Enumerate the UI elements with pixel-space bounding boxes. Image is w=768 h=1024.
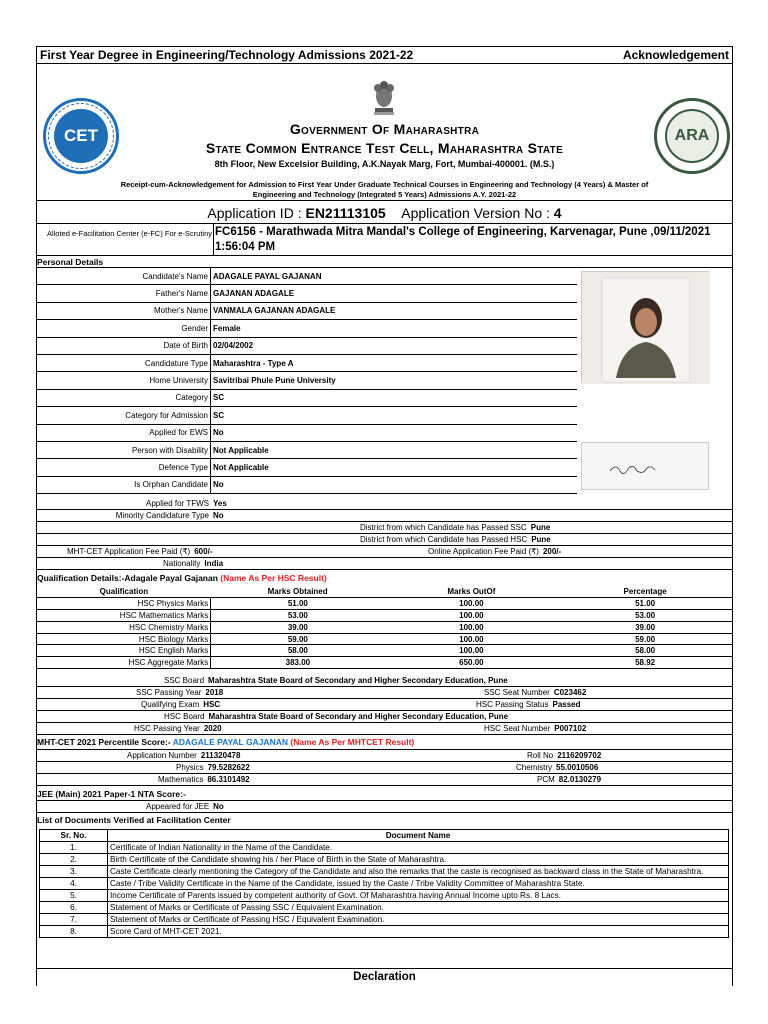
personal-details-table [37,267,577,494]
qualification-cell: 100.00 [385,610,559,622]
document-sr: 3. [40,866,108,878]
document-row [40,890,729,902]
document-name: Statement of Marks or Certificate of Passing SSC / Equivalent Examination. [108,902,729,914]
efc-row [37,224,732,256]
cet-cell-title: State Common Entrance Test Cell, Maharashtra State [205,140,564,156]
application-version: 4 [553,205,562,221]
qualification-header: Qualification [37,586,211,598]
document-sr: 1. [40,842,108,854]
document-sr: 4. [40,878,108,890]
qualification-cell: 650.00 [385,657,559,669]
documents-table [39,829,729,938]
cet-appno-row: Application Number 211320478 [127,751,241,760]
personal-detail-label: Home University [37,372,211,388]
qualification-header: Percentage [558,586,732,598]
candidate-photo [581,271,709,383]
efc-label: Alloted e-Facilitation Center (e-FC) For e-Scrutiny [46,229,212,238]
doc-sr-header: Sr. No. [40,830,108,842]
qualification-subject: HSC English Marks [37,645,211,657]
cet-math-row: Mathematics 86.3101492 [158,775,250,784]
personal-detail-label: Category [37,390,211,406]
qualification-row [37,657,732,669]
hsc-district-row: District from which Candidate has Passed HSC Pune [360,535,551,544]
qualification-row [37,610,732,622]
minority-row: Minority Candidature Type No [115,510,224,520]
qualification-subject: HSC Mathematics Marks [37,610,211,622]
documents-title: List of Documents Verified at Facilitation Center [37,815,231,825]
document-row [40,914,729,926]
qualification-row [37,621,732,633]
ssc-district-row: District from which Candidate has Passed SSC Pune [360,523,551,532]
personal-detail-value: Maharashtra - Type A [213,358,294,368]
document-name: Score Card of MHT-CET 2021. [108,926,729,938]
qualification-cell: 58.00 [211,645,385,657]
hsc-seat-row: HSC Seat Number P007102 [484,724,587,733]
document-row [40,866,729,878]
personal-detail-value: GAJANAN ADAGALE [213,289,295,299]
qualification-cell: 100.00 [385,598,559,610]
personal-detail-row [37,477,577,494]
cet-roll-row: Roll No 2116209702 [527,751,602,760]
personal-detail-row [37,268,577,285]
jee-row: Appeared for JEE No [146,802,224,811]
address: 8th Floor, New Excelsior Building, A.K.Nayak Marg, Fort, Mumbai-400001. (M.S.) [214,159,555,169]
qualification-cell: 383.00 [211,657,385,669]
qualification-cell: 100.00 [385,645,559,657]
personal-detail-row [37,390,577,407]
personal-detail-label: Candidate's Name [37,268,211,284]
cet-score-title: MHT-CET 2021 Percentile Score:- ADAGALE PAYAL GAJANAN (Name As Per MHTCET Result) [37,737,415,747]
qualification-cell: 39.00 [211,621,385,633]
personal-detail-row [37,320,577,337]
personal-detail-row [37,303,577,320]
cet-fee-row: MHT-CET Application Fee Paid (₹) 600/- [67,547,213,556]
document-sr: 8. [40,926,108,938]
personal-detail-value: 02/04/2002 [213,341,254,351]
qualifying-exam-row: Qualifying Exam HSC [141,700,221,709]
qualification-cell: 51.00 [558,598,732,610]
cet-pcm-row: PCM 82.0130279 [537,775,602,784]
qualification-subject: HSC Aggregate Marks [37,657,211,669]
document-name: Statement of Marks or Certificate of Passing HSC / Equivalent Examination. [108,914,729,926]
qualification-cell: 58.92 [558,657,732,669]
application-id-bar: Application ID : EN21113105 Application Version No : 4 [37,202,732,224]
document-name: Caste / Tribe Validity Certificate in the Name of the Candidate, issued by the Caste / Tribe Validity Committee of Maharashtra State. [108,878,729,890]
document-top-strip [36,46,733,64]
personal-detail-label: Gender [37,320,211,336]
personal-detail-label: Date of Birth [37,338,211,354]
personal-detail-label: Mother's Name [37,303,211,319]
qualification-cell: 53.00 [558,610,732,622]
document-sr: 5. [40,890,108,902]
application-id: EN21113105 [305,205,386,221]
personal-detail-label: Father's Name [37,285,211,301]
state-emblem-icon [369,78,399,116]
personal-detail-label: Candidature Type [37,355,211,371]
tfws-row: Applied for TFWS Yes [146,498,227,508]
qualification-header: Marks Obtained [211,586,385,598]
receipt-note: Receipt-cum-Acknowledgement for Admission to First Year Under Graduate Technical Courses in Engineering and Technology (4 Years) & Master of Engineering and Technology (Integrated 5 Years) Admissions A.Y. 2021-22 [120,180,649,199]
qualification-title: Qualification Details:-Adagale Payal Gajanan (Name As Per HSC Result) [37,573,327,583]
declaration-title: Declaration [37,968,732,983]
personal-details-title: Personal Details [37,257,104,267]
document-sr: 6. [40,902,108,914]
hsc-status-row: HSC Passing Status Passed [476,700,581,709]
efc-value: FC6156 - Marathwada Mitra Mandal's College of Engineering, Karvenagar, Pune ,09/11/2021 1:56:04 PM [215,226,711,253]
personal-detail-value: Female [213,323,241,333]
personal-detail-row [37,285,577,302]
hsc-board-row: HSC Board Maharashtra State Board of Secondary and Higher Secondary Education, Pune [164,712,509,721]
qualification-header: Marks OutOf [385,586,559,598]
document-sr: 2. [40,854,108,866]
document-row [40,902,729,914]
personal-detail-label: Is Orphan Candidate [37,477,211,493]
qualification-row [37,645,732,657]
cet-chemistry-row: Chemistry 55.0010506 [516,763,599,772]
personal-detail-label: Person with Disability [37,442,211,458]
jee-title: JEE (Main) 2021 Paper-1 NTA Score:- [37,789,186,799]
personal-detail-row [37,407,577,424]
qualification-cell: 59.00 [211,633,385,645]
personal-detail-value: VANMALA GAJANAN ADAGALE [213,306,336,316]
personal-detail-value: SC [213,393,225,403]
personal-detail-value: ADAGALE PAYAL GAJANAN [213,271,322,281]
candidate-signature [581,442,709,490]
personal-detail-row [37,338,577,355]
doc-name-header: Document Name [108,830,729,842]
personal-detail-label: Applied for EWS [37,425,211,441]
document-row [40,842,729,854]
online-fee-row: Online Application Fee Paid (₹) 200/- [428,547,562,556]
personal-detail-row [37,442,577,459]
qualification-cell: 51.00 [211,598,385,610]
document-sr: 7. [40,914,108,926]
qualification-cell: 58.00 [558,645,732,657]
ssc-board-row: SSC Board Maharashtra State Board of Secondary and Higher Secondary Education, Pune [164,676,508,685]
government-title: Government Of Maharashtra [289,121,480,137]
hsc-year-row: HSC Passing Year 2020 [134,724,222,733]
personal-detail-row [37,425,577,442]
qualification-cell: 39.00 [558,621,732,633]
qualification-cell: 100.00 [385,633,559,645]
qualification-cell: 100.00 [385,621,559,633]
qualification-subject: HSC Chemistry Marks [37,621,211,633]
qualification-table [37,586,732,669]
qualification-subject: HSC Biology Marks [37,633,211,645]
personal-detail-row [37,459,577,476]
personal-detail-value: No [213,428,224,438]
qualification-cell: 59.00 [558,633,732,645]
document-row [40,926,729,938]
personal-detail-value: Savitribai Phule Pune University [213,376,336,386]
personal-detail-value: Not Applicable [213,445,269,455]
document-name: Certificate of Indian Nationality in the Name of the Candidate. [108,842,729,854]
nationality-row: Nationality India [163,559,224,568]
cet-physics-row: Physics 79.5282622 [176,763,250,772]
document-name: Income Certificate of Parents issued by competent authority of Govt. Of Maharashtra having Annual Income upto Rs. 8 Lacs. [108,890,729,902]
document-row [40,878,729,890]
personal-detail-row [37,372,577,389]
qualification-row [37,598,732,610]
cet-logo: CET [43,98,119,174]
ssc-seat-row: SSC Seat Number C023462 [484,688,587,697]
personal-detail-value: SC [213,410,225,420]
personal-detail-label: Defence Type [37,459,211,475]
personal-detail-row [37,355,577,372]
ssc-year-row: SSC Passing Year 2018 [136,688,224,697]
personal-detail-label: Category for Admission [37,407,211,423]
ara-logo: ARA [654,98,730,174]
document-row [40,854,729,866]
admission-title: First Year Degree in Engineering/Technology Admissions 2021-22 [40,48,414,62]
qualification-cell: 53.00 [211,610,385,622]
document-name: Birth Certificate of the Candidate showing his / her Place of Birth in the State of Maharashtra. [108,854,729,866]
qualification-row [37,633,732,645]
document-name: Caste Certificate clearly mentioning the Category of the Candidate and also the remarks that the caste is recognised as backward class in the State of Maharashtra. [108,866,729,878]
qualification-subject: HSC Physics Marks [37,598,211,610]
header [37,64,732,201]
acknowledgement-label: Acknowledgement [622,48,729,62]
personal-detail-value: No [213,480,224,490]
personal-detail-value: Not Applicable [213,462,269,472]
